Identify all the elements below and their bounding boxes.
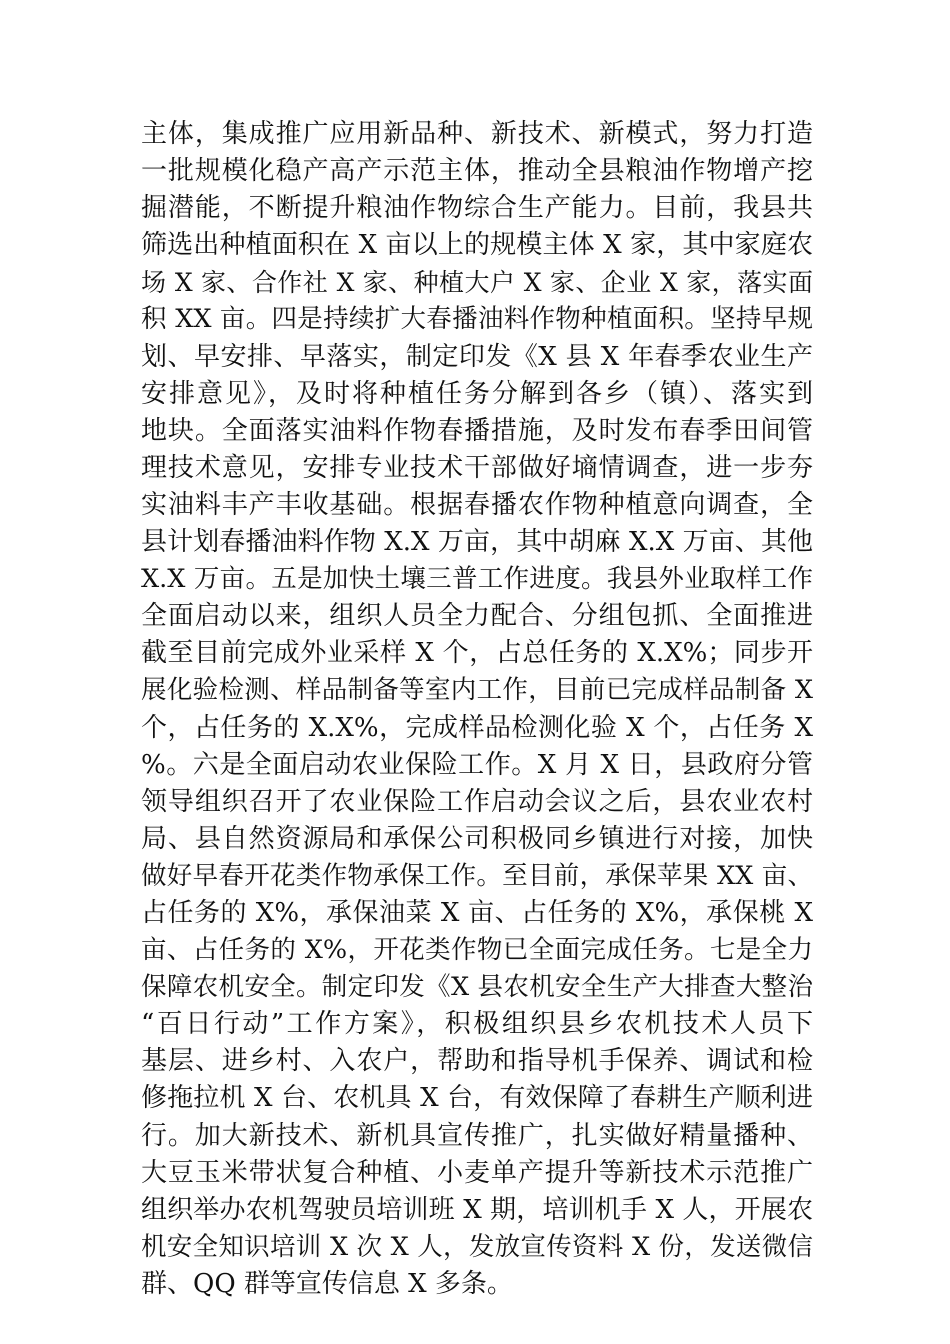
text-line-3: 掘潜能，不断提升粮油作物综合生产能力。目前，我县共 — [141, 193, 813, 224]
text-line-24: 保障农机安全。制定印发《X 县农机安全生产大排查大整治 — [141, 972, 813, 1003]
text-line-13: X.X 万亩。五是加快土壤三普工作进度。我县外业取样工作 — [141, 564, 813, 595]
text-line-9: 地块。全面落实油料作物春播措施，及时发布春季田间管 — [141, 415, 813, 446]
text-line-1: 主体，集成推广应用新品种、新技术、新模式，努力打造 — [141, 119, 813, 149]
text-line-25: “百日行动”工作方案》，积极组织县乡农机技术人员下 — [141, 1009, 813, 1040]
text-line-29: 大豆玉米带状复合种植、小麦单产提升等新技术示范推广 — [141, 1157, 813, 1188]
text-line-11: 实油料丰产丰收基础。根据春播农作物种植意向调查，全 — [141, 489, 813, 520]
text-line-22: 占任务的 X%，承保油菜 X 亩、占任务的 X%，承保桃 X — [141, 897, 813, 928]
text-line-7: 划、早安排、早落实，制定印发《X 县 X 年春季农业生产 — [141, 341, 813, 372]
body-paragraph — [141, 116, 813, 1303]
text-line-6: 积 XX 亩。四是持续扩大春播油料作物种植面积。坚持早规 — [141, 304, 813, 335]
text-line-30: 组织举办农机驾驶员培训班 X 期，培训机手 X 人，开展农 — [141, 1194, 813, 1225]
text-line-2: 一批规模化稳产高产示范主体，推动全县粮油作物增产挖 — [141, 156, 813, 187]
text-line-21: 做好早春开花类作物承保工作。至目前，承保苹果 XX 亩、 — [141, 860, 813, 891]
text-line-20: 局、县自然资源局和承保公司积极同乡镇进行对接，加快 — [141, 823, 813, 854]
text-line-18: %。六是全面启动农业保险工作。X 月 X 日，县政府分管 — [141, 749, 813, 780]
text-line-16: 展化验检测、样品制备等室内工作，目前已完成样品制备 X — [141, 675, 813, 706]
text-line-32: 群、QQ 群等宣传信息 X 多条。 — [141, 1268, 513, 1299]
text-line-27: 修拖拉机 X 台、农机具 X 台，有效保障了春耕生产顺利进 — [141, 1083, 813, 1114]
text-line-4: 筛选出种植面积在 X 亩以上的规模主体 X 家，其中家庭农 — [141, 230, 813, 261]
text-line-8: 安排意见》，及时将种植任务分解到各乡（镇）、落实到 — [141, 378, 813, 409]
text-line-28: 行。加大新技术、新机具宣传推广，扎实做好精量播种、 — [141, 1120, 813, 1151]
text-line-31: 机安全知识培训 X 次 X 人，发放宣传资料 X 份，发送微信 — [141, 1231, 813, 1262]
text-line-10: 理技术意见，安排专业技术干部做好墒情调查，进一步夯 — [141, 452, 813, 483]
text-line-17: 个，占任务的 X.X%，完成样品检测化验 X 个，占任务 X — [141, 712, 813, 743]
text-line-15: 截至目前完成外业采样 X 个，占总任务的 X.X%；同步开 — [141, 638, 813, 669]
text-line-12: 县计划春播油料作物 X.X 万亩，其中胡麻 X.X 万亩、其他 — [141, 527, 813, 558]
text-line-23: 亩、占任务的 X%，开花类作物已全面完成任务。七是全力 — [141, 935, 813, 966]
text-line-26: 基层、进乡村、入农户，帮助和指导机手保养、调试和检 — [141, 1046, 813, 1077]
text-line-5: 场 X 家、合作社 X 家、种植大户 X 家、企业 X 家，落实面 — [141, 268, 813, 298]
text-line-14: 全面启动以来，组织人员全力配合、分组包抓、全面推进 — [141, 601, 813, 632]
text-line-19: 领导组织召开了农业保险工作启动会议之后，县农业农村 — [141, 786, 813, 817]
